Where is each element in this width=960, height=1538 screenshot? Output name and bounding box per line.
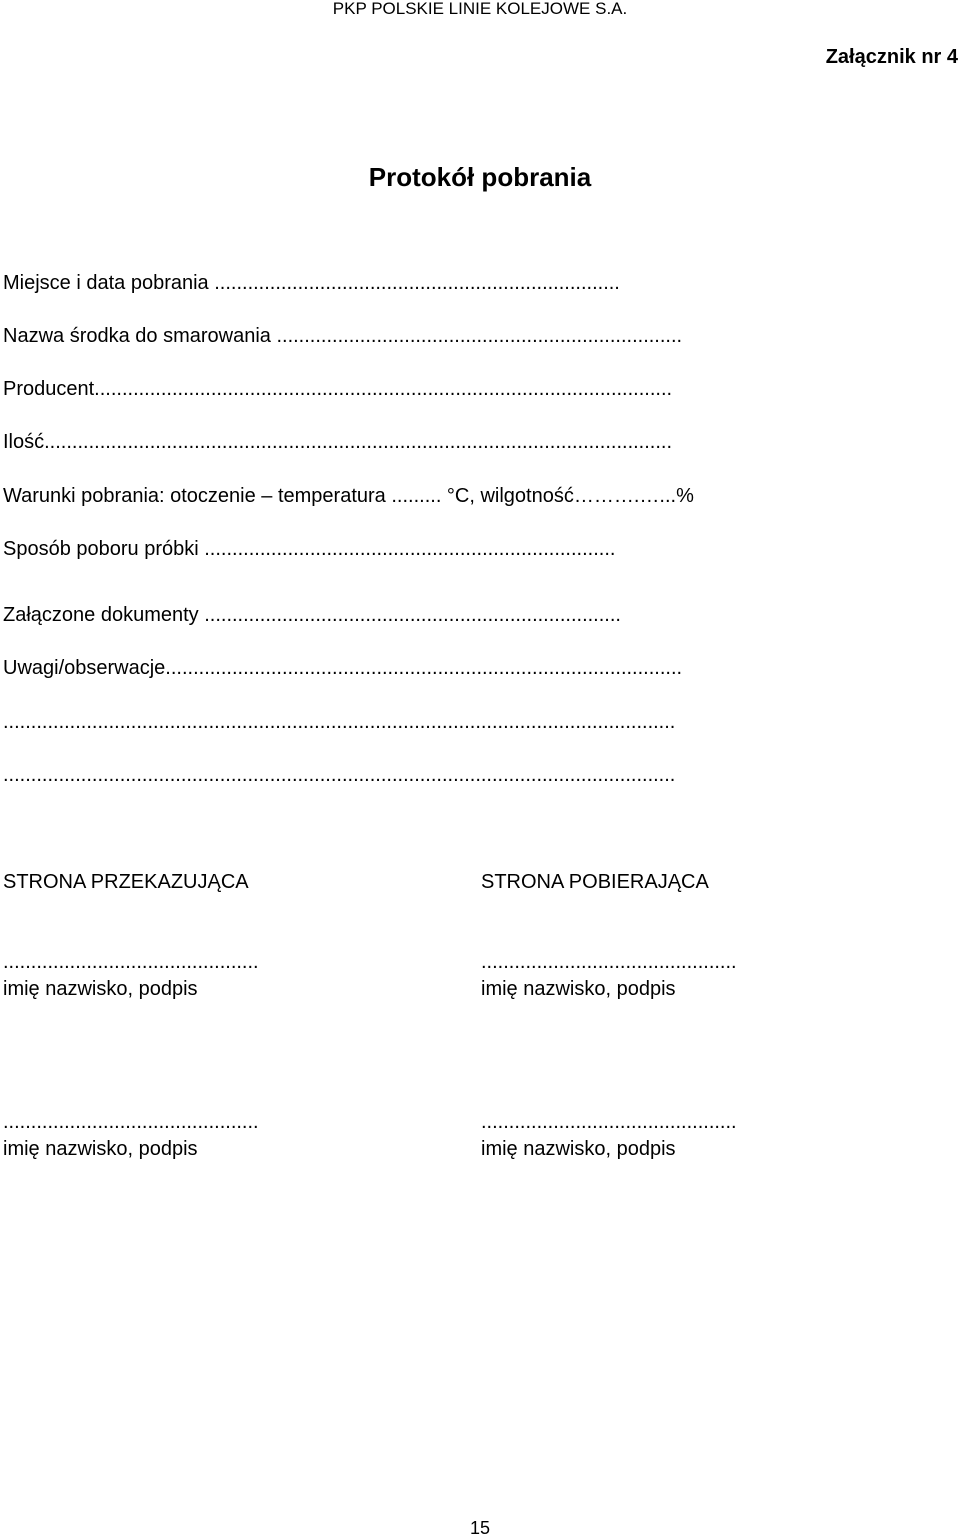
signature-label: imię nazwisko, podpis [481, 978, 676, 1000]
document-title: Protokół pobrania [368, 162, 592, 192]
remarks-line: ......................................................................................................................... [3, 764, 676, 786]
company-header: PKP POLSKIE LINIE KOLEJOWE S.A. [332, 0, 628, 18]
signature-line: .............................................. [481, 951, 737, 973]
signature-label: imię nazwisko, podpis [3, 1138, 198, 1160]
annex-label: Załącznik nr 4 [825, 46, 958, 68]
remarks-line: ......................................................................................................................... [3, 711, 676, 733]
signature-label: imię nazwisko, podpis [481, 1138, 676, 1160]
field-attached-documents: Załączone dokumenty ........................................................................... [3, 604, 621, 626]
field-producer: Producent........................................................................................................ [3, 378, 673, 400]
field-sampling-method: Sposób poboru próbki .......................................................................... [3, 538, 616, 560]
page-number: 15 [469, 1518, 491, 1538]
field-quantity: Ilość................................................................................................................. [3, 431, 673, 453]
field-lubricant-name: Nazwa środka do smarowania ......................................................................... [3, 325, 683, 347]
field-place-date: Miejsce i data pobrania ......................................................................... [3, 272, 620, 294]
signature-line: .............................................. [3, 951, 259, 973]
field-remarks: Uwagi/obserwacje............................................................................................. [3, 657, 683, 679]
signature-label: imię nazwisko, podpis [3, 978, 198, 1000]
signature-line: .............................................. [3, 1111, 259, 1133]
field-sampling-conditions: Warunki pobrania: otoczenie – temperatura ......... °C, wilgotność……….…...% [3, 485, 694, 507]
signature-line: .............................................. [481, 1111, 737, 1133]
receiving-party-heading: STRONA POBIERAJĄCA [481, 871, 709, 893]
handing-over-party-heading: STRONA PRZEKAZUJĄCA [3, 871, 249, 893]
